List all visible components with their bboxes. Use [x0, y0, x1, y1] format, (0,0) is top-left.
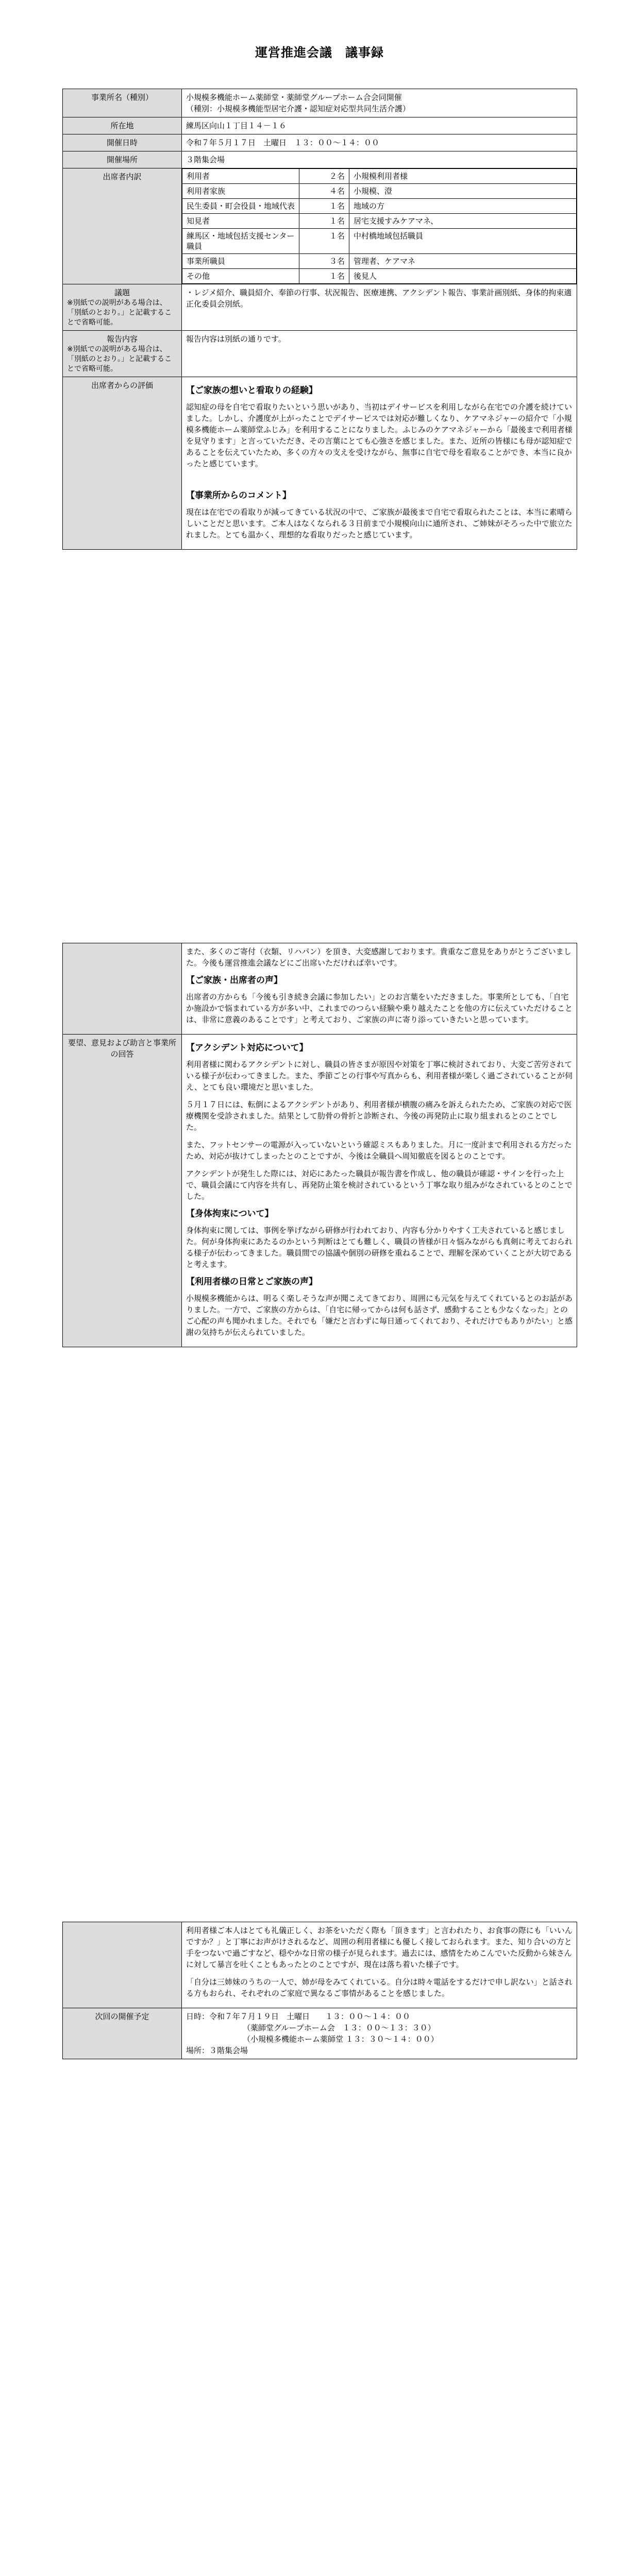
- value-requests: [182, 1035, 577, 1347]
- label-location: 所在地: [63, 117, 182, 134]
- attendee-role: 民生委員・町会役員・地域代表: [182, 199, 299, 214]
- document-title: 運営推進会議 議事録: [255, 45, 384, 60]
- minutes-table-page1: [62, 89, 577, 550]
- attendee-row: [182, 269, 577, 284]
- report-label: 報告内容: [106, 334, 138, 344]
- row-requests: [63, 1035, 577, 1347]
- label-datetime: 開催日時: [63, 134, 182, 151]
- row-requests-cont: [63, 1922, 577, 2008]
- attendee-detail: 管理者、ケアマネ: [349, 254, 577, 269]
- requests-paragraph-4: アクシデントが発生した際には、対応にあたった職員が報告書を作成し、他の職員が確認・サインを行った上で、職員会議にて内容を共有し、再発防止策を検討されているという丁寧な取り組みがなされているとのことでした。: [186, 1169, 573, 1201]
- label-evaluation: 出席者からの評価: [63, 377, 182, 550]
- requests-heading-1: 【アクシデント対応について】: [186, 1043, 308, 1053]
- row-agenda: [63, 284, 577, 331]
- attendee-role: その他: [182, 269, 299, 284]
- attendee-count: １名: [299, 214, 349, 229]
- attendees-cell: [182, 168, 577, 284]
- attendee-row: [182, 254, 577, 269]
- value-venue: ３階集会場: [182, 151, 577, 168]
- attendee-detail: 小規模、澄: [349, 184, 577, 199]
- attendee-row: [182, 184, 577, 199]
- attendee-row: [182, 199, 577, 214]
- agenda-note: ※別紙での説明がある場合は、「別紙のとおり。」と記載することで省略可能。: [67, 299, 172, 327]
- evaluation-paragraph-3: また、多くのご寄付（衣類、リハパン）を頂き、大変感謝しております。貴重なご意見をありがとうございました。今後も運営推進会議などにご出席いただければ幸いです。: [186, 947, 571, 968]
- requests-paragraph-1: 利用者様に関わるアクシデントに対し、職員の皆さまが原因や対策を丁寧に検討されており、大変ご苦労されている様子が伝わってきました。また、季節ごとの行事や写真からも、利用者様が楽しく過ごされていることが伺え、とても良い環境だと思いました。: [186, 1060, 573, 1092]
- next-line4: 場所：３階集会場: [186, 2046, 248, 2055]
- requests-paragraph-5: 身体拘束に関しては、事例を挙げながら研修が行われており、内容も分かりやすく工夫されていると感じました。何が身体拘束にあたるのかという判断はとても難しく、職員の皆様が日々悩みながらも真剣に考えておられる様子が伝わってきました。職員間での協議や個別の研修を重ねることで、理解を深めていくことが大切であると考えます。: [186, 1226, 573, 1269]
- attendee-role: 事業所職員: [182, 254, 299, 269]
- label-requests-cont: [63, 1922, 182, 2008]
- attendee-row: [182, 169, 577, 184]
- evaluation-paragraph-1: 認知症の母を自宅で看取りたいという思いがあり、当初はデイサービスを利用しながら在宅での介護を続けていました。しかし、介護度が上がったことでデイサービスでは対応が難しくなり、ケアマネジャーの紹介で「小規模多機能ホーム薬師堂ふじみ」を利用することになりました。ふじみのケアマネジャーから「最後まで利用者様を見守ります」と言っていただき、その言葉にとても心強さを感じました。また、近所の皆様にも母が認知症であることを伝えていたため、多くの方々の支えを受けながら、無事に自宅で母を看取ることができ、本当に良かったと感じています。: [186, 402, 573, 468]
- attendee-detail: 小規模利用者様: [349, 169, 577, 184]
- row-next-meeting: [63, 2008, 577, 2059]
- row-datetime: [63, 134, 577, 151]
- label-facility: 事業所名（種別）: [63, 89, 182, 117]
- agenda-label: 議題: [114, 288, 130, 297]
- attendee-count: ３名: [299, 254, 349, 269]
- value-requests-cont: [182, 1922, 577, 2008]
- attendee-role: 利用者家族: [182, 184, 299, 199]
- value-location: 練馬区向山１丁目１４－１６: [182, 117, 577, 134]
- attendee-detail: 中村橋地域包括職員: [349, 229, 577, 254]
- evaluation-heading-1: 【ご家族の想いと看取りの経験】: [186, 385, 317, 395]
- value-next-meeting: [182, 2008, 577, 2059]
- row-facility: [63, 89, 577, 117]
- report-note: ※別紙での説明がある場合は、「別紙のとおり。」と記載することで省略可能。: [67, 345, 172, 373]
- minutes-table-page2: [62, 943, 577, 1347]
- requests-heading-2: 【身体拘束について】: [186, 1209, 274, 1218]
- value-report: 報告内容は別紙の通りです。: [182, 331, 577, 377]
- evaluation-heading-2: 【事業所からのコメント】: [186, 490, 291, 500]
- label-requests: 要望、意見および助言と事業所の回答: [63, 1035, 182, 1347]
- attendee-table: [182, 168, 577, 284]
- facility-line1: 小規模多機能ホーム薬師堂・薬師堂グループホーム合会同開催: [186, 93, 402, 102]
- requests-paragraph-7: 利用者様ご本人はとても礼儀正しく、お茶をいただく際も「頂きます」と言われたり、お食事の際にも「いいんですか？」と丁寧にお声がけされるなど、周囲の利用者様にも優しく接しておられます。また、知り合いの方と手をつないで過ごすなど、穏やかな日常の様子が見られます。過去には、感情をためこんでいた反動から妹さんに対して暴言を吐くこともあったとのことですが、現在は落ち着いた様子です。: [186, 1926, 573, 1969]
- label-report: [63, 331, 182, 377]
- row-evaluation: [63, 377, 577, 550]
- facility-line2: （種別：小規模多機能型居宅介護・認知症対応型共同生活介護）: [186, 104, 411, 113]
- value-facility: [182, 89, 577, 117]
- attendee-detail: 地域の方: [349, 199, 577, 214]
- label-agenda: [63, 284, 182, 331]
- requests-paragraph-3: また、フットセンサーの電源が入っていないという確認ミスもありました。月に一度計まで利用される方だったため、対応が抜けてしまったとのことですが、今後は全職員へ周知徹底を図るとのことです。: [186, 1140, 572, 1161]
- label-attendees: 出席者内訳: [63, 168, 182, 284]
- attendee-count: １名: [299, 229, 349, 254]
- label-next-meeting: 次回の開催予定: [63, 2008, 182, 2059]
- minutes-table-page3: [62, 1922, 577, 2059]
- attendee-role: 練馬区・地域包括支援センター職員: [182, 229, 299, 254]
- value-evaluation-cont: [182, 943, 577, 1035]
- row-report: [63, 331, 577, 377]
- next-line1: 日時：令和７年７月１９日 土曜日 １３：００～１４：００: [186, 2012, 411, 2021]
- requests-paragraph-8: 「自分は三姉妹のうちの一人で、姉が母をみてくれている。自分は時々電話をするだけで申し訳ない」と話される方もおられ、それぞれのご家庭で異なるご事情があることを感じました。: [186, 1977, 573, 1998]
- attendee-role: 利用者: [182, 169, 299, 184]
- value-evaluation: [182, 377, 577, 550]
- next-line2: （薬師堂グループホーム会 １３：００～１３：３０）: [243, 2023, 435, 2032]
- attendee-detail: 居宅支援すみケアマネ、: [349, 214, 577, 229]
- next-line3: （小規模多機能ホーム薬師堂 １３：３０～１４：００）: [243, 2035, 439, 2044]
- evaluation-heading-3: 【ご家族・出席者の声】: [186, 975, 282, 985]
- attendee-count: ４名: [299, 184, 349, 199]
- attendee-count: ２名: [299, 169, 349, 184]
- requests-heading-3: 【利用者様の日常とご家族の声】: [186, 1277, 317, 1286]
- requests-paragraph-2: ５月１７日には、転倒によるアクシデントがあり、利用者様が横腹の痛みを訴えられたため、ご家族の対応で医療機関を受診されました。結果として肋骨の骨折と診断され、今後の再発防止に取り組まれるとのことでした。: [186, 1100, 572, 1132]
- requests-paragraph-6: 小規模多機能からは、明るく楽しそうな声が聞こえてきており、周囲にも元気を与えてくれているとのお話がありました。一方で、ご家族の方からは、「自宅に帰ってからは何も話さず、感動することも少なくなった」とのご心配の声も聞かれました。それでも「嫌だと言わずに毎日通ってくれており、それだけでもありがたい」と感謝の気持ちが伝えられていました。: [186, 1294, 573, 1337]
- row-attendees: [63, 168, 577, 284]
- evaluation-paragraph-4: 出席者の方からも「今後も引き続き会議に参加したい」とのお言葉をいただきました。事業所としても、「自宅か施設かで悩まれている方が多い中、これまでのつらい経験や乗り越えたことを他の方に伝えていただけることは、非常に意義のあることです」と考えており、ご家族の声に寄り添っていきたいと思っています。: [186, 992, 573, 1024]
- attendee-count: １名: [299, 269, 349, 284]
- attendee-detail: 後見人: [349, 269, 577, 284]
- attendee-row: [182, 214, 577, 229]
- value-agenda: ・レジメ紹介、職員紹介、奉節の行事、状況報告、医療連携、アクシデント報告、事業計画別紙、身体的拘束適正化委員会別紙。: [182, 284, 577, 331]
- evaluation-paragraph-2: 現在は在宅での看取りが減ってきている状況の中で、ご家族が最後まで自宅で看取られたことは、本当に素晴らしいことだと思います。ご本人はなくなられる３日前まで小規模向山に通所され、ご姉妹がそろった中で旅立たれました。とても温かく、理想的な看取りだったと感じています。: [186, 507, 573, 539]
- attendee-role: 知見者: [182, 214, 299, 229]
- row-location: [63, 117, 577, 134]
- label-evaluation-cont: [63, 943, 182, 1035]
- attendee-count: １名: [299, 199, 349, 214]
- label-venue: 開催場所: [63, 151, 182, 168]
- row-evaluation-cont: [63, 943, 577, 1035]
- value-datetime: 令和７年５月１７日 土曜日 １３：００～１４：００: [182, 134, 577, 151]
- attendee-row: [182, 229, 577, 254]
- row-venue: [63, 151, 577, 168]
